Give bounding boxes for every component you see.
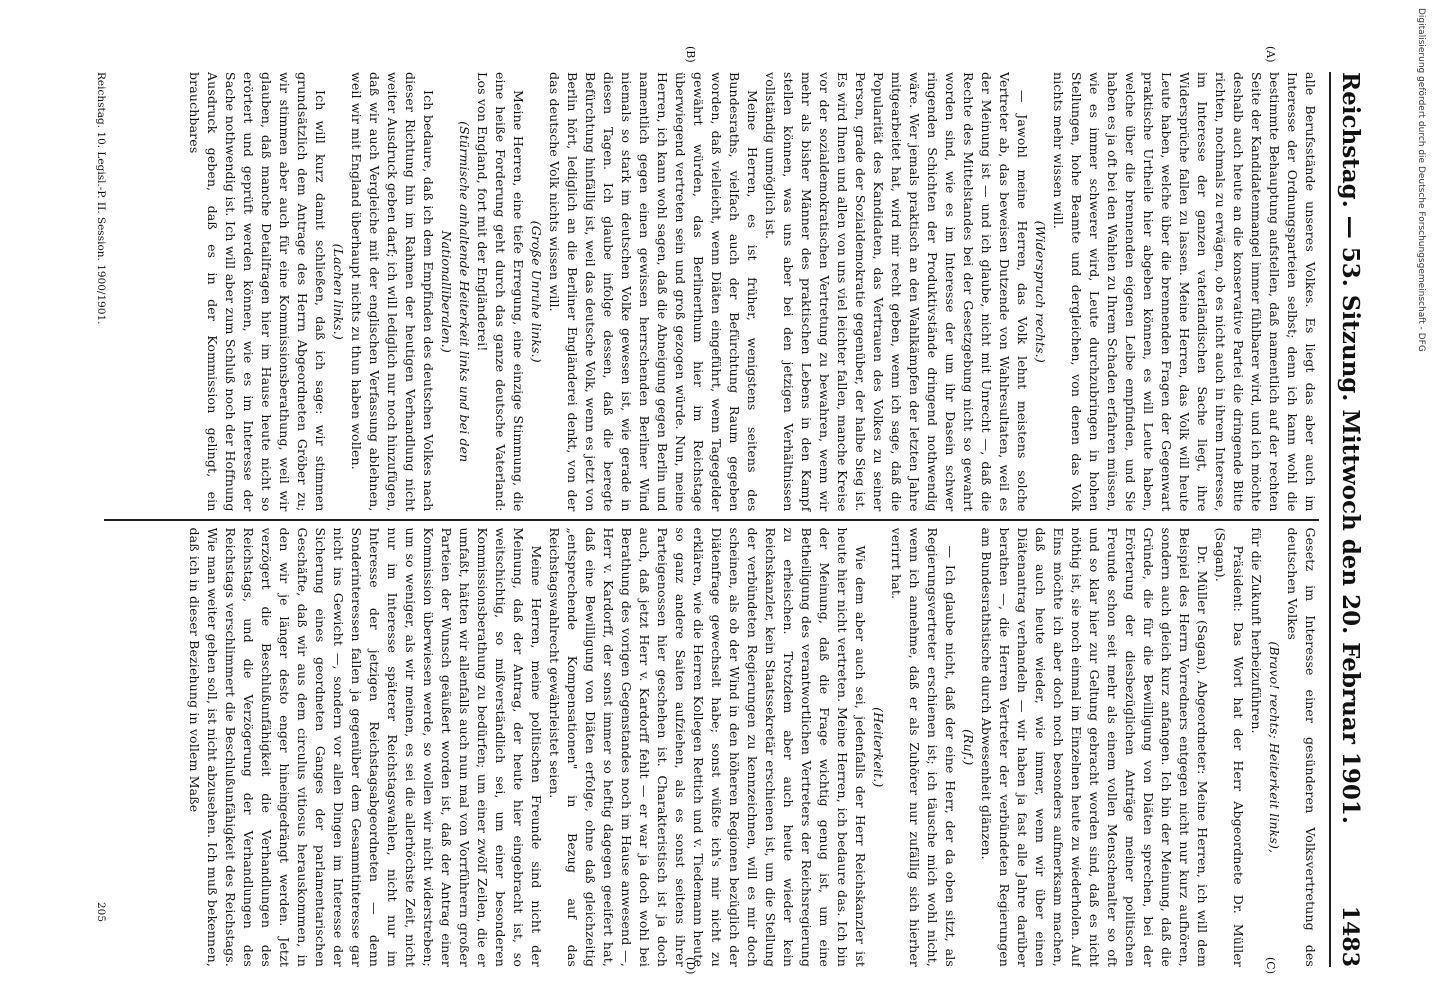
paragraph: Meine Herren, eine tiefe Erregung, eine einzige Stimmung, die eine heiße Forderung geht durch das ganze deutsche Vaterland: Los von England, fort mit der Engländerei!	[475, 72, 526, 512]
page-header	[1337, 72, 1397, 967]
paragraph: Ich bedaure, daß ich dem Empfinden des deutschen Volkes nach dieser Richtung hin im Rahmen der heutigen Verhandlung nicht weiter Ausdruck geben darf; ich will lediglich nur noch hinzufügen, daß wir auch Vergleiche mit der englischen Verfassung ablehnen, weil wir mit England überhaupt nichts zu thun haben wollen.	[349, 72, 436, 512]
paragraph: Meine Herren, es ist früher, wenigstens seitens des Bundesraths, vielfach auch der Befürchtung Raum gegeben worden, daß vielleicht, wenn Diäten eingeführt, wenn Tagegelder gewährt würden, das Berlinerthum hier im Reichstage überwiegend vertreten sein und groß gezogen würde. Nun, meine Herren, ich kann wohl sagen, daß die Abneigung gegen Berlin und namentlich gegen einen gewissen herrschenden Berliner Wind niemals so stark im deutschen Volke gewesen ist, wie gerade in diesen Tagen. Ich glaube infolge dessen, daß die beregte Befürchtung hinfällig ist, weil das deutsche Volk, wenn es jetzt von Berlin hört, lediglich an die Berliner Engländerei denkt, von der das deutsche Volk nichts wissen will.	[547, 72, 760, 512]
paragraph: Meine Herren, meine politischen Freunde sind nicht der Meinung, daß der Antrag, der heute hier eingebracht ist, so weitschichtig, so mißverständlich sei, um einer besonderen Kommissionsberathung zu bedürfen; um einer zwölf Zeilen, die er umfaßt, hätten wir allenfalls auch nun mal von Vorrführern großer Parteien der Wunsch geäußert worden ist, daß der Antrag einer Kommission überwiesen werde, so wollen wir nicht widerstreben; um so weniger, als wir meinen, es sei die allerhöchste Zeit, nicht nur im Interesse späterer Reichstagswahlen, nicht nur im Interesse der jetzigen Reichstagsabgeordneten — denn Sonderinteressen fallen ja gegenüber dem Gesammtinteresse gar nicht ins Gewicht —, sondern vor allen Dingen im Interesse der Sicherung eines geordneten Ganges der parlamentarischen Geschäfte, daß wir aus dem circulus vitiosus herauskommen, in den wir je länger desto enger hineingedrängt werden. Jetzt verzögert die Beschlußunfähigkeit die Verhandlungen des Reichstags, und die Verzögerung der Verhandlungen des Reichstags verschlimmert die Beschlußunfähigkeit des Reichstags. Wie man weiter gehen soll, ist nicht abzusehen. Ich muß bekennen, daß ich in dieser Beziehung in vollem Maße	[187, 527, 544, 967]
speaker-paragraph: Dr. Müller (Sagan), Abgeordneter: Meine Herren, ich will dem Beispiel des Herrn Vorredners entgegen nicht nur kurz aufhören, sondern auch gleich kurz anfangen. Ich bin der Meinung, daß die Gründe, die für die Bewilligung von Diäten sprechen, bei der Erörterung der diesbezüglichen Anträge meiner politischen Freunde schon seit mehr als einem vollen Menschenalter so oft und so klar hier zur Geltung gebracht worden sind, daß es nicht nöthig ist, sie noch einmal im Einzelnen heute zu wiederholen. Auf Eins möchte ich aber doch noch besonders aufmerksam machen, daß auch heute wieder, wie immer, wenn wir über einen Diätenantrag verhandeln — wir haben ja fast alle Jahre darüber berathen —, die Herren Vertreter der verbündeten Regierungen am Bundesrathstische durch Abwesenheit glänzen.	[979, 527, 1210, 967]
margin-mark-c: (C)	[1264, 957, 1277, 974]
paragraph: Gesetz im Interesse einer gesünderen Volksvertretung des deutschen Volkes	[1285, 527, 1318, 967]
footer-session: Reichstag. 10. Legisl.-P. II. Session. 1900/1901.	[95, 72, 107, 325]
interjection: (Bravo! rechts; Heiterkeit links),	[1267, 641, 1282, 854]
speaker-paragraph: Präsident: Das Wort hat der Herr Abgeordnete Dr. Müller (Sagan).	[1213, 527, 1246, 967]
interjection: (Heiterkeit.)	[871, 707, 886, 788]
margin-mark-a: (A)	[1264, 46, 1277, 63]
interjection: (Lachen links.)	[331, 243, 346, 340]
credit-text: Digitalisierung gefördert durch die Deutsche Forschungsgemeinschaft - DFG	[1416, 8, 1426, 352]
scanned-page	[87, 46, 1397, 982]
column-divider	[104, 519, 1319, 521]
page-footer	[95, 72, 107, 512]
header-title: Reichstag. — 53. Sitzung. Mittwoch den 20. Februar 1901.	[1337, 72, 1364, 824]
right-column	[104, 528, 1319, 968]
interjection: (Große Unruhe links.)	[529, 220, 544, 363]
left-column	[104, 72, 1319, 512]
interjection: (Stürmische anhaltende Heiterkeit links und bei den Nationalliberalen.)	[439, 121, 472, 463]
interjection: (Widerspruch rechts.)	[1033, 220, 1048, 363]
footer-sheet-number: 205	[95, 902, 107, 923]
paragraph: — Jawohl meine Herren, das Volk lehnt meistens solche Vertreter ab, das beweisen Dutzende von Wahlresultaten, weil es der Meinung ist — und ich glaube, nicht mit Unrecht —, daß die Rechte des Mittelstandes bei der Gesetzgebung nicht so gewahrt worden sind, wie es im Interesse der um ihr Dasein schwer ringenden Schichten der Produktivstände dringend nothwendig wäre. Wer jemals praktisch an den Wahlkämpfen der letzten Jahre mitgearbeitet hat, wird mir recht geben, wenn ich sage, daß die Popularität des Kandidaten, das Vertrauen des Volkes zu seiner Person, grade der Sozialdemokratie gegenüber, der halbe Sieg ist. Es wird Ihnen und allen von uns viel leichter fallen, manche Kreise vor der sozialdemokratischen Vertretung zu bewahren, wenn wir mehr als bisher Männer des praktischen Lebens in den Kampf stellen können, was uns aber bei den jetzigen Verhältnissen vollständig unmöglich ist.	[763, 72, 1030, 512]
margin-mark-d: (D)	[684, 957, 697, 975]
page-number: 1483	[1337, 905, 1363, 967]
digitization-credit	[1412, 8, 1428, 998]
paragraph: Ich will kurz damit schließen, daß ich sage: wir stimmen grundsätzlich dem Antrage des Herrn Abgeordneten Gröber zu; wir stimmen aber auch für eine Kommissionsberathung, weil wir glauben, daß manche Detailfragen hier im Hause heute nicht so erörtert und geprüft werden können, wie es im Interesse der Sache nothwendig ist. Ich will aber zum Schluß noch der Hoffnung Ausdruck geben, daß es in der Kommission gelingt, ein brauchbares	[187, 72, 328, 512]
header-rule	[1329, 72, 1331, 967]
paragraph: Wie dem aber auch sei, jedenfalls der Herr Reichskanzler ist heute hier nicht vertreten. Meine Herren, ich bedaure das. Ich bin der Meinung, daß die Frage wichtig genug ist, um eine Betheiligung des verantwortlichen Vertreters der Reichsregierung zu erheischen. Trotzdem aber auch heute wieder kein Reichskanzler, kein Staatssekretär erschienen ist, um die Stellung der verbündeten Regierungen zu kennzeichnen, will es mir doch scheinen, als ob der Wind in den höheren Regionen bezüglich der Diätenfrage gewechselt habe; sonst wüßte ich's mir nicht zu erklären, wie die Herren Kollegen Rettich und v. Tiedemann heute so ganz andere Saiten aufziehen, als es sonst seitens ihrer Parteigenossen hier geschehen ist. Charakteristisch ist ja doch auch, daß jetzt Herr v. Kardorff fehlt — er war ja doch wohl bei Berathung des vorigen Gegenstandes noch im Hause anwesend —, Herr v. Kardorff, der sonst immer so heftig dagegen geeifert hat, daß eine Bewilligung von Diäten erfolge, ohne daß gleichzeitig „entsprechende Kompensationen" in Bezug auf das Reichstagswahlrecht gewährleistet seien.	[547, 527, 868, 967]
interjection: (Ruf.)	[961, 729, 976, 766]
paragraph: — Ich glaube nicht, daß der eine Herr, der da oben sitzt, als Regierungsvertreter erschienen ist; ich täusche mich wohl nicht, wenn ich annehme, daß er als Zuhörer nur zufällig sich hierher verirrt hat.	[889, 527, 958, 967]
paragraph: für die Zukunft herbeizuführen.	[1249, 527, 1264, 734]
paragraph: alle Berufsstände unseres Volkes. Es liegt das aber auch im Interesse der Ordnungsparteien selbst; denn ich kann wohl die bestimmte Behauptung aufstellen, daß namentlich auf der rechten Seite der Kandidatenmangel immer fühlbarer wird, und ich möchte deshalb auch heute an die konservative Partei die dringende Bitte richten, nochmals zu erwägen, ob es nicht auch in ihrem Interesse, im Interesse der ganzen vaterländischen Sache liegt, ihre Widersprüche fallen zu lassen. Meine Herren, das Volk will heute Leute haben, welche über die brennenden Fragen der Gegenwart praktische Urtheile hier abgeben können, es will Leute haben, welche über die brennenden eigenen Leibe empfinden, und Sie haben es ja oft bei den Wahlen zu Ihrem Schaden erfahren müssen, wie es immer schwerer wird, Leute durchzubringen in hohen Stellungen, hohe Beamte und dergleichen, von denen das Volk nichts mehr wissen will.	[1051, 72, 1318, 512]
text-columns	[104, 72, 1319, 967]
margin-mark-b: (B)	[684, 46, 697, 63]
